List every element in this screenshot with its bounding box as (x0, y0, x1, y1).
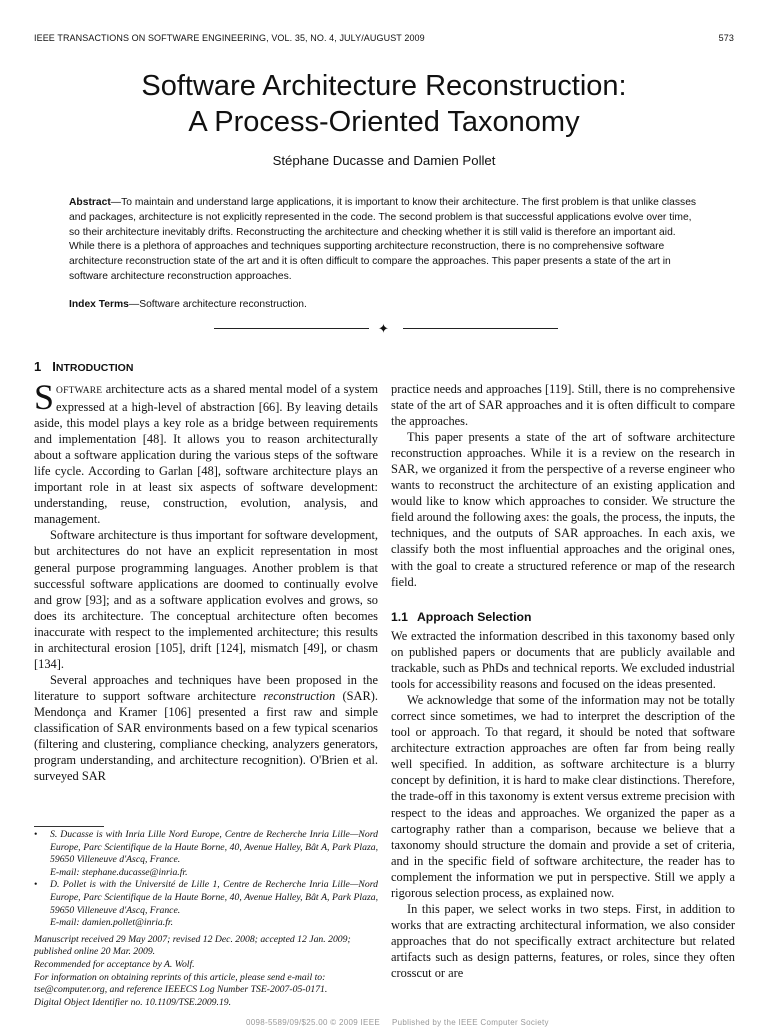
affiliation-text: S. Ducasse is with Inria Lille Nord Europe, Centre de Recherche Inria Lille—Nord Europe, Parc Scientifique de la Haute Borne, 40, Avenue Halley, Bât A, Park Plaza, 59650 Villeneuve d'Ascq, France. (50, 829, 378, 866)
bullet-icon: • (34, 879, 38, 891)
index-terms (69, 298, 703, 312)
paragraph: We acknowledge that some of the information may not be totally correct since sometimes, we had to interpret the description of the tool or approach. To that regard, it should be noted that software architecture extraction approaches are often far from being really well specified. In addition, as software architecture is a blurry concept by definition, it is hard to make clear distinctions. Therefore, the trade-off in this taxonomy is extent versus extreme precision with respect to the ideas and approaches. We organized the paper as a cartography rather than a comparison, because we believe that a taxonomy should structure the domain and provide a set of criteria, and in the specific field of software architecture, the reader has to complement the information we put in perspective. Still we apply a rigorous selection process, as explained now. (391, 693, 735, 900)
affiliation-footnote (34, 879, 378, 929)
paper-title (34, 68, 734, 140)
affiliation-footnote (34, 829, 378, 879)
paragraph-text: Several approaches and techniques have been proposed in the literature to support software architecture (34, 672, 378, 703)
section-heading-introduction (34, 359, 133, 374)
subsection-heading (391, 610, 531, 624)
paragraph-text: (SAR). Mendonça and Kramer [106] presented a first raw and simple classification of SAR environments based on a few typical scenarios (filtering and clustering, compliance checking, analyzers generators, program understanding, and architecture recognition). O'Brien et al. surveyed SAR (34, 688, 378, 784)
divider-line-left (214, 328, 369, 329)
section-title-rest: NTRODUCTION (55, 362, 134, 374)
footnotes (34, 829, 378, 1009)
paragraph: In this paper, we select works in two steps. First, in addition to works that are extracting architectural information, we also consider approaches that do not specifically extract architecture but related artifacts such as design patterns, features, or roles, since they often crosscut or are (391, 901, 735, 980)
divider-line-right (403, 328, 558, 329)
right-column-top (391, 381, 735, 590)
abstract (69, 196, 703, 285)
reprints-info: For information on obtaining reprints of this article, please send e-mail to: tse@computer.org, and reference IEEECS Log Number TSE-2007-05-0171. (34, 971, 328, 996)
paragraph: practice needs and approaches [119]. Still, there is no comprehensive state of the art of SAR approaches and it is often difficult to compare the approaches. (391, 382, 735, 429)
index-terms-text: —Software architecture reconstruction. (128, 299, 307, 310)
title-line-1: Software Architecture Reconstruction: (141, 70, 627, 102)
index-terms-label: Index Terms (69, 299, 129, 310)
journal-citation: IEEE TRANSACTIONS ON SOFTWARE ENGINEERING, VOL. 35, NO. 4, JULY/AUGUST 2009 (34, 33, 425, 43)
manuscript-dates: Manuscript received 29 May 2007; revised 12 Dec. 2008; accepted 12 Jan. 2009; published online 20 Mar. 2009. (34, 933, 351, 958)
section-divider (214, 321, 558, 336)
subsection-title: Approach Selection (416, 610, 532, 624)
section-number: 1 (34, 359, 42, 374)
smallcaps-lead: OFTWARE (56, 386, 103, 396)
publisher-line: Published by the IEEE Computer Society (392, 1018, 549, 1027)
divider-ornament-icon: ✦ (378, 321, 389, 336)
publication-notes (34, 934, 378, 1010)
footnote-rule (34, 826, 104, 827)
paragraph: This paper presents a state of the art of software architecture reconstruction approaches. While it is a review on the research in SAR, we organized it from the perspective of a reverse engineer who wants to reconstruct the architecture of an existing application and would like to know which approaches to consider. We structure the field around the following axes: the goals, the process, the inputs, the techniques, and the outputs of SAR approaches. In each axis, we classify both the most influential approaches and the original ones, with the goal to create a structured reference or map of the research field. (391, 430, 735, 589)
paragraph (34, 672, 378, 784)
paragraph-text: architecture acts as a shared mental model of a system expressed at a high-level of abstraction [66]. By leaving details aside, this model plays a key role as a bridge between requirements and implementation [48]. It allows you to reason architecturally about a software application during the various steps of the software life cycle. According to Garlan [48], software architecture plays an important role in at least six aspects of software development: understanding, reuse, construction, evolution, analysis, and management. (34, 382, 378, 527)
emphasis: reconstruction (263, 688, 336, 703)
email: E-mail: stephane.ducasse@inria.fr. (50, 866, 188, 878)
bullet-icon: • (34, 829, 38, 840)
right-column-bottom (391, 628, 735, 981)
page-number: 573 (718, 33, 734, 43)
issn-line: 0098-5589/09/$25.00 © 2009 IEEE (246, 1018, 380, 1027)
recommended-by: Recommended for acceptance by A. Wolf. (34, 958, 195, 970)
authors: Stéphane Ducasse and Damien Pollet (272, 153, 496, 168)
email: E-mail: damien.pollet@inria.fr. (50, 917, 173, 929)
subsection-number: 1.1 (391, 610, 408, 624)
section-title-initial: I (52, 359, 56, 374)
affiliation-text: D. Pollet is with the Université de Lille 1, Centre de Recherche Inria Lille—Nord Europe, Parc Scientifique de la Haute Borne, 40, Avenue Halley, Bât A, Park Plaza, 59650 Villeneuve d'Ascq, France. (50, 879, 378, 916)
doi: Digital Object Identifier no. 10.1109/TSE.2009.19. (34, 996, 232, 1008)
abstract-label: Abstract (69, 197, 111, 208)
drop-cap: S (34, 377, 55, 417)
left-column (34, 377, 378, 784)
paragraph: Software architecture is thus important for software development, but architectures do not have an explicit representation in most general purpose programming languages. Another problem is that successful software applications are doomed to continually evolve and grow [93]; and as a software application evolves and grows, so does its architecture. The conceptual architecture often becomes inaccurate with respect to the implemented architecture; this results in architectural erosion [105], drift [124], mismatch [49], or chasm [134]. (34, 528, 378, 671)
abstract-text: —To maintain and understand large applications, it is important to know their architecture. The first problem is that unlike classes and packages, architecture is not explicitly represented in the code. The second problem is that successful applications evolve over time, so their architecture inevitably drifts. Reconstructing the architecture and checking whether it is still valid is therefore an important aid. While there is a plethora of approaches and techniques supporting architecture reconstruction, there is no comprehensive software architecture reconstruction state of the art and it is often difficult to compare the approaches. This paper presents a state of the art in software architecture reconstruction approaches. (69, 197, 697, 282)
paragraph (34, 377, 378, 527)
paragraph: We extracted the information described in this taxonomy based only on published papers or documents that are publicly available and trackable, such as PhDs and technical reports. We excluded industrial tools for accessibility reasons and focused on the ideas presented. (391, 629, 735, 692)
title-line-2: A Process-Oriented Taxonomy (188, 106, 580, 138)
running-header (34, 33, 734, 47)
